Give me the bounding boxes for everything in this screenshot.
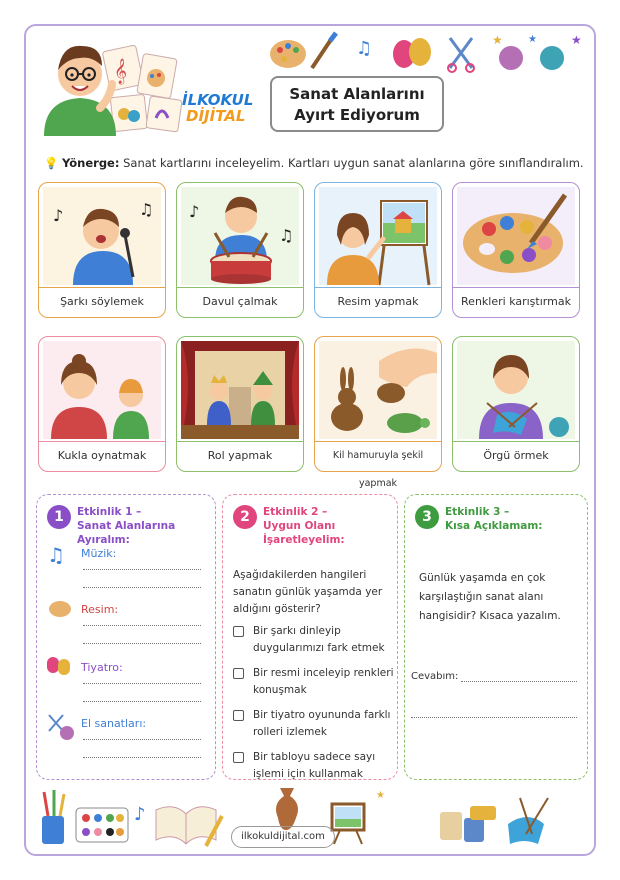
answer-label: Cevabım: [411,671,459,682]
svg-text:♪: ♪ [189,202,200,221]
activity1-panel [36,494,216,780]
card-role-play [176,336,304,472]
art-supplies-decoration [266,30,592,76]
card-label: Renkleri karıştırmak [453,287,579,317]
activity2-title-line1: Etkinlik 2 – [263,506,328,518]
checkbox[interactable] [233,668,244,679]
svg-text:★: ★ [571,33,582,47]
card-knitting [452,336,580,472]
activity2-panel [222,494,398,780]
card-label: Rol yapmak [177,441,303,471]
paint-palette-illustration [457,187,575,285]
option-text: Bir tabloyu sadece sayı işlemi için kullanmak [253,751,376,780]
activity2-number: 2 [233,505,257,529]
option-text: Bir şarkı dinleyip duygularımızı fark etmek [253,625,385,654]
card-label: Kil hamuruyla şekil yapmak [315,441,441,471]
answer-line[interactable] [83,643,201,644]
option-text: Bir tiyatro oyununda farklı rolleri izlemek [253,709,391,738]
activity2-question: Aşağıdakilerden hangileri sanatın günlük yaşamda yer aldığını gösterir? [233,569,383,615]
lightbulb-icon: 💡 [44,156,59,170]
answer-line[interactable] [83,701,201,702]
clay-figures-illustration [319,341,437,439]
category-painting: Resim: [81,603,119,616]
theatre-masks-icon-b [58,659,70,675]
option-1[interactable] [233,623,403,657]
answer-line[interactable] [461,681,577,682]
checkbox[interactable] [233,710,244,721]
svg-text:★: ★ [492,33,503,47]
card-label: Resim yapmak [315,287,441,317]
card-label: Davul çalmak [177,287,303,317]
card-painting [314,182,442,318]
footer-art-supplies-left [36,786,226,850]
activity3-panel [404,494,588,780]
activity3-title-line1: Etkinlik 3 – [445,506,510,518]
brand-line1: İLKOKUL [182,91,254,109]
answer-line[interactable] [83,757,201,758]
option-3[interactable] [233,707,403,741]
answer-line[interactable] [83,587,201,588]
painting-girl-illustration [319,187,437,285]
svg-text:★: ★ [376,790,385,801]
activity3-number: 3 [415,505,439,529]
svg-text:♫: ♫ [139,200,154,219]
card-clay [314,336,442,489]
activity3-title-line2: Kısa Açıklamam: [445,520,543,532]
page-title [270,76,444,132]
activity1-number: 1 [47,505,71,529]
card-mixing-colors [452,182,580,318]
card-label: Kukla oynatmak [39,441,165,471]
category-theatre: Tiyatro: [81,661,123,674]
activity3-question: Günlük yaşamda en çok karşılaştığın sanat alanı hangisidir? Kısaca yazalım. [419,572,561,622]
answer-line[interactable] [83,739,201,740]
svg-text:♫: ♫ [279,226,294,245]
title-line2: Ayırt Ediyorum [294,106,420,124]
activity1-title-line2: Sanat Alanlarına Ayıralım: [77,520,176,546]
answer-line[interactable] [411,717,577,718]
option-2[interactable] [233,665,403,699]
drumming-child-illustration [181,187,299,285]
answer-line[interactable] [83,683,201,684]
card-puppet [38,336,166,472]
option-text: Bir resmi inceleyip renkleri konuşmak [253,667,394,696]
instruction-label: Yönerge: [61,156,120,170]
instruction-text: Sanat kartlarını inceleyelim. Kartları uygun sanat alanlarına göre sınıflandıralım. [119,156,584,170]
music-note-icon: ♫ [47,543,65,567]
checkbox[interactable] [233,626,244,637]
card-label: Şarkı söylemek [39,287,165,317]
activity3-title [445,505,543,533]
answer-line[interactable] [83,569,201,570]
scissors-yarn-icon [45,711,75,741]
theatre-stage-illustration [181,341,299,439]
activity1-title [77,505,215,547]
activity1-title-line1: Etkinlik 1 – [77,506,142,518]
palette-icon [49,601,71,617]
svg-text:♪: ♪ [134,804,146,825]
answer-line[interactable] [83,625,201,626]
brand-line2: DİJİTAL [186,107,246,125]
puppet-girl-illustration [43,341,161,439]
activity2-title-line2: Uygun Olanı İşaretleyelim: [263,520,345,546]
instruction [44,156,584,170]
knitting-girl-illustration [457,341,575,439]
worksheet-page [24,24,596,856]
boy-with-art-cards-illustration [36,34,186,136]
card-singing [38,182,166,318]
footer-url[interactable]: ilkokuldijital.com [231,826,335,848]
category-crafts: El sanatları: [81,717,147,730]
card-label: Örgü örmek [453,441,579,471]
header [26,26,594,144]
svg-text:♫: ♫ [356,38,373,59]
svg-text:♪: ♪ [53,206,64,225]
title-line1: Sanat Alanlarını [289,85,425,103]
activity2-title [263,505,397,547]
category-music: Müzik: [81,547,117,560]
singing-child-illustration [43,187,161,285]
svg-text:𝄞: 𝄞 [114,59,128,84]
brand-logo [182,92,253,124]
svg-text:★: ★ [528,34,537,45]
card-drumming [176,182,304,318]
checkbox[interactable] [233,752,244,763]
